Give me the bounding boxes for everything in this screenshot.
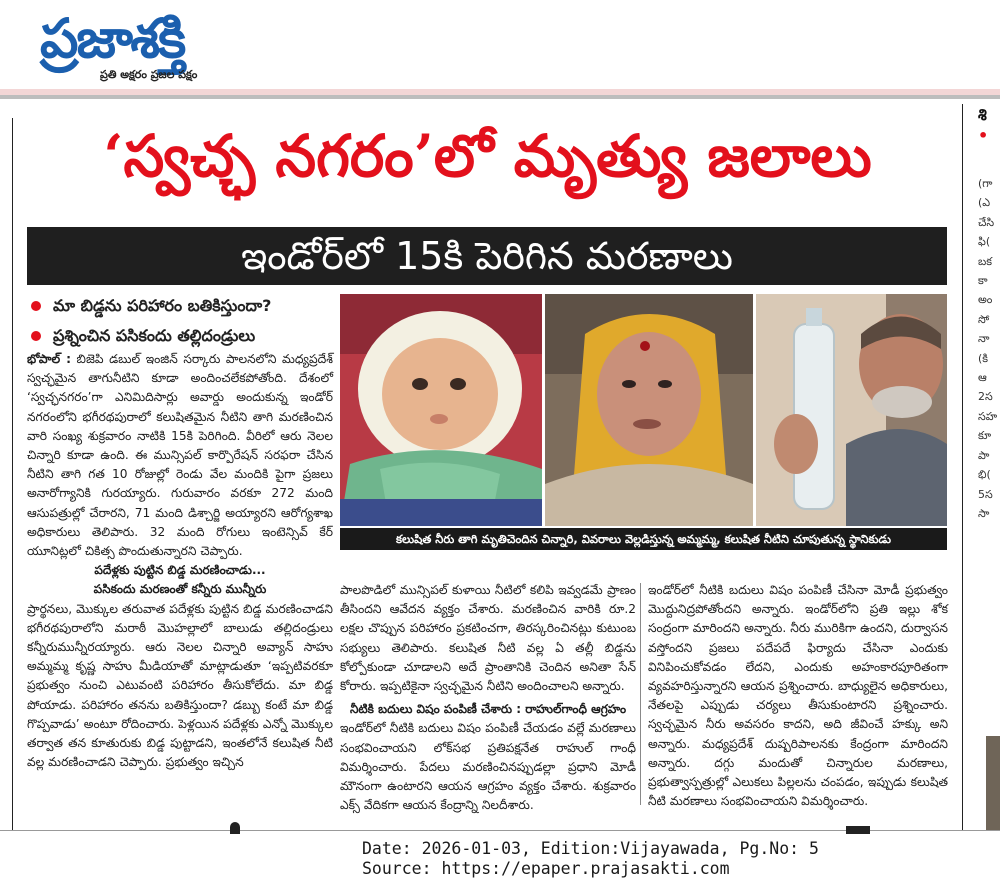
photo-strip <box>340 294 947 526</box>
article-bullets <box>27 294 335 354</box>
paragraph: ఇండోర్‌లో నీటికి బదులు విషం పంపిణీ చేసినా మోడీ ప్రభుత్వం మొద్దునిద్రపోతోందని అన్నారు. ఇండోర్‌లోని ప్రతి ఇల్లు శోక సంద్రంగా మారిందని అన్నారు. నీరు మురికిగా ఉందని, దుర్వాసన వస్తోందని ప్రజలు పదేపదే ఫిర్యాదు చేసినా ఎందుకు వినిపించుకోవడం లేదని, ఎందుకు అహంకారపూరితంగా వ్యవహరిస్తున్నారని ఆయన ప్రశ్నించారు. బాధ్యులైన అధికారులు, నేతలపై ఎప్పుడు చర్యలు తీసుకుంటారని ప్రశ్నించారు. స్వచ్ఛమైన నీరు అవసరం కాదని, అది జీవించే హక్కు అని అన్నారు. మధ్యప్రదేశ్ దుష్పరిపాలనకు కేంద్రంగా మారిందని అన్నారు. దగ్గు మందుతో చిన్నారుల మరణాలు, ప్రభుత్వాస్పత్రుల్లో ఎలుకలు పిల్లలను చంపడం, ఇప్పుడు కలుషిత నీటి మరణాలు సంభవించాయని విమర్శించారు. <box>648 583 948 809</box>
adjacent-line: 5స <box>978 487 993 501</box>
adjacent-line: 2స <box>978 390 993 404</box>
local-resident-photo[interactable] <box>756 294 947 526</box>
adjacent-line: (గా <box>978 177 993 190</box>
adjacent-heading: శి <box>978 105 987 124</box>
paragraph-text: బిజెపి డబుల్ ఇంజిన్ సర్కారు పాలనలోని మధ్యప్రదేశ్ స్వచ్ఛమైన తాగునీటిని కూడా అందించలేకపోతోంది. దేశంలో ‘స్వచ్ఛనగరం’గా ఎనిమిదిసార్లు అవార్డు అందుకున్న ఇండోర్ నగరంలోని భగీరథపురాలో కలుషితమైన నీటిని తాగి మరణించిన వారి సంఖ్య శుక్రవారం నాటికి 15కి పెరిగింది. వీరిలో ఆరు నెలల చిన్నారి కూడా ఉంది. ఈ మున్సిపల్ కార్పొరేషన్ సరఫరా చేసిన నీటిని తాగి గత 10 రోజుల్లో రెండు వేల మందికి పైగా ప్రజలు అనారోగ్యానికి గురయ్యారు. గురువారం వరకూ 272 మంది ఆసుపత్రుల్లో చేరారని, 71 మంది డిశ్చార్జి అయ్యారని ఆరోగ్యశాఖ అధికారులు తెలిపారు. 32 మంది రోగులు ఇంటెన్సివ్ కేర్ యూనిట్లలో చికిత్స పొందుతున్నారని చెప్పారు. <box>27 352 333 559</box>
adjacent-line: పా <box>978 448 990 462</box>
article-subheadline: ఇండోర్‌లో 15కి పెరిగిన మరణాలు <box>27 227 947 285</box>
bullet-dot-icon <box>31 331 41 341</box>
adjacent-bullet-icon: • <box>978 126 989 145</box>
bullet-text: మా బిడ్డను పరిహారం బతికిస్తుందా? <box>53 296 272 315</box>
adjacent-line: సో <box>978 312 990 326</box>
adjacent-line: ఫి( <box>978 235 991 249</box>
paragraph: ఇండోర్‌లో నీటికి బదులు విషం పంపిణీ చేయడం వల్లే మరణాలు సంభవించాయని లోక్‌సభ ప్రతిపక్షనేత రాహుల్ గాంధీ విమర్శించారు. పేదలు మరణించినప్పుడల్లా ప్రధాని మోడీ మౌనంగా ఉంటారని ఆయన ఆగ్రహం వ్యక్తం చేశారు. శుక్రవారం ఎక్స్ వేదికగా ఆయన కేంద్రాన్ని నిలదీశారు. <box>340 721 636 813</box>
adjacent-line: ఆ <box>978 371 987 385</box>
masthead <box>0 0 1000 90</box>
subhead: పదేళ్లకు పుట్టిన బిడ్డ మరణించాడు... <box>94 563 266 578</box>
bullet-dot-icon <box>31 301 41 311</box>
article-frame-left <box>12 118 13 830</box>
bullet-text: ప్రశ్నించిన పసికందు తల్లిదండ్రులు <box>53 326 256 345</box>
article-column-2 <box>340 581 636 815</box>
column-divider <box>640 583 641 805</box>
adjacent-line: సహ <box>978 409 998 423</box>
adjacent-line: కూ <box>978 429 992 443</box>
footer-date-line: Date: 2026-01-03, Edition:Vijayawada, Pg.No: 5 <box>362 839 819 858</box>
logo-tagline: ప్రతి అక్షరం ప్రజల పక్షం <box>100 68 198 81</box>
bullet-item <box>27 324 335 348</box>
adjacent-line: సా <box>978 506 990 520</box>
adjacent-line: (ఎ <box>978 196 991 210</box>
article-column-3 <box>648 581 948 811</box>
newspaper-logo[interactable] <box>40 8 280 80</box>
article-frame-right <box>962 104 963 830</box>
article-headline: ‘స్వచ్ఛ నగరం’లో మృత్యు జలాలు <box>103 122 872 190</box>
article-column-1 <box>27 350 333 772</box>
next-article-fragment <box>846 826 870 834</box>
photo-caption: కలుషిత నీరు తాగి మృతిచెందిన చిన్నారి, వివరాలు వెల్లడిస్తున్న అమ్మమ్మ, కలుషిత నీటిని చూపుతున్న స్థానికుడు <box>340 528 947 550</box>
paragraph <box>27 350 333 561</box>
adjacent-line: చేసి <box>978 215 995 229</box>
adjacent-line: (కి <box>978 351 989 365</box>
adjacent-line: అం <box>978 293 993 307</box>
baby-photo[interactable] <box>340 294 542 526</box>
subhead: పసికందు మరణంతో కన్నీరు మున్నీరు <box>93 582 267 597</box>
page-footer <box>362 839 819 879</box>
paragraph: పాలపొడిలో మున్సిపల్ కుళాయి నీటిలో కలిపి ఇవ్వడమే ప్రాణం తీసిందని ఆవేదన వ్యక్తం చేశారు. మరణించిన వారికి రూ.2 లక్షల చొప్పున పరిహారం ప్రకటించగా, తిరస్కరించినట్లు కుటుంబ సభ్యులు తెలిపారు. కలుషిత నీటి వల్ల ఏ తల్లీ బిడ్డను కోల్పోకుండా చూడాలని అదే ప్రాంతానికి చెందిన అనితా సేన్ కోరారు. ఇప్పటికైనా స్వచ్ఛమైన నీటిని అందించాలని అన్నారు. <box>340 583 636 694</box>
adjacent-line: భి( <box>978 468 991 482</box>
dateline: భోపాల్ : <box>27 352 71 366</box>
footer-source-line[interactable]: Source: https://epaper.prajasakti.com <box>362 859 730 878</box>
adjacent-line: కా <box>978 274 988 288</box>
masthead-rule-gray <box>0 95 1000 99</box>
adjacent-photo <box>986 736 1000 830</box>
grandmother-photo[interactable] <box>545 294 753 526</box>
subhead: నీటికి బదులు విషం పంపిణీ చేశారు : రాహుల్‌గాంధీ ఆగ్రహం <box>349 702 627 717</box>
next-article-fragment <box>230 822 240 834</box>
bullet-item <box>27 294 335 318</box>
adjacent-line: నా <box>978 332 990 346</box>
logo-text: ప్రజాశక్తి <box>40 7 185 70</box>
adjacent-line: బక <box>978 254 992 268</box>
adjacent-article-strip <box>978 104 1000 830</box>
paragraph: ప్రార్థనలు, మొక్కుల తరువాత పదేళ్లకు పుట్టిన బిడ్డ మరణించాడని భగీరథపురాలోని మరాఠీ మొహల్లాలో బాలుడు తల్లిదండ్రులు కన్నీరుమున్నీరయ్యారు. ఆరు నెలల చిన్నారి అవ్యాన్ సాహు అమ్మమ్మ కృష్ణ సాహు మీడియాతో మాట్లాడుతూ ‘ఇప్పటివరకూ ప్రభుత్వం నుంచి ఎటువంటి పరిహారం తీసుకోలేదు. మా బిడ్డ పోయాడు. పరిహారం తనను బతికిస్తుందా? డబ్బు కంటే మా బిడ్డ గొప్పవాడు’ అంటూ రోదించారు. పెళ్లయిన పదేళ్లకు ఎన్నో మొక్కుల తర్వాత తన కూతురుకు బిడ్డ పుట్టాడని, ఇంతలోనే కలుషిత నీటి వల్ల మరణించాడని చెప్పారు. ప్రభుత్వం ఇచ్చిన <box>27 601 333 770</box>
